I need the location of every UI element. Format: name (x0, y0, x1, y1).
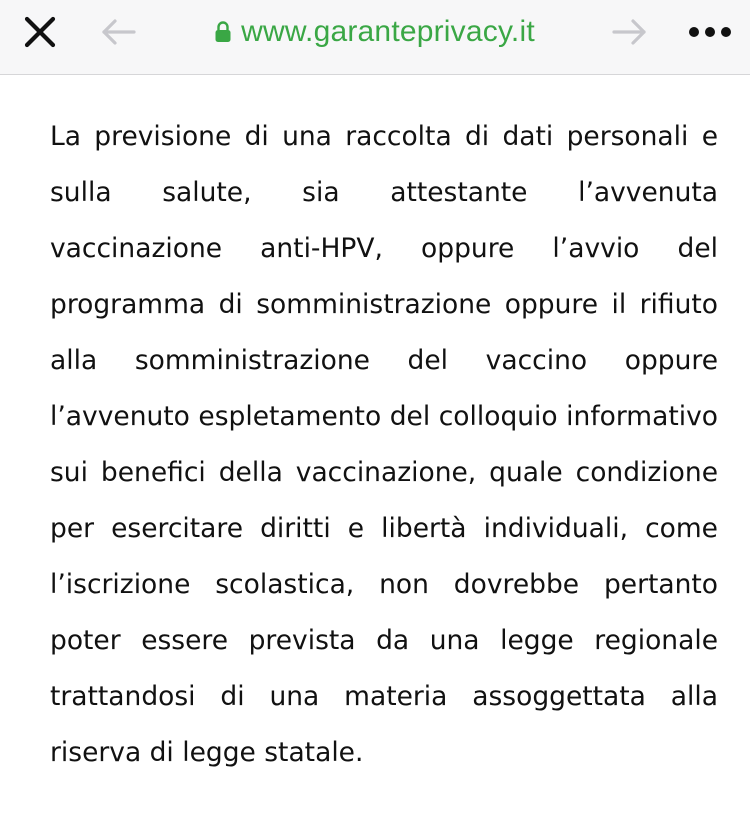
close-icon (24, 16, 56, 48)
more-options-button[interactable] (684, 0, 736, 64)
forward-button[interactable] (606, 0, 652, 64)
forward-arrow-icon (611, 18, 647, 46)
body-paragraph: La previsione di una raccolta di dati personali e sulla salute, sia attestante l’avvenuta vaccinazione anti-HPV, oppure l’avvio del programma di somministrazione oppure il rifiuto alla somministrazione del vaccino oppure l’avvenuto espletamento del colloquio informativo sui benefici della vaccinazione, quale condizione per esercitare diritti e libertà individuali, come l’iscrizione scolastica, non dovrebbe pertanto poter essere prevista da una legge regionale trattandosi di una materia assoggettata alla riserva di legge statale. (50, 121, 718, 768)
more-dots-icon (688, 26, 732, 38)
lock-icon (215, 21, 231, 43)
close-button[interactable] (18, 0, 62, 64)
address-bar[interactable] (160, 0, 590, 64)
url-text: www.garanteprivacy.it (241, 15, 535, 48)
back-arrow-icon (101, 18, 137, 46)
browser-toolbar (0, 0, 750, 75)
page-content (50, 109, 718, 781)
back-button[interactable] (96, 0, 142, 64)
